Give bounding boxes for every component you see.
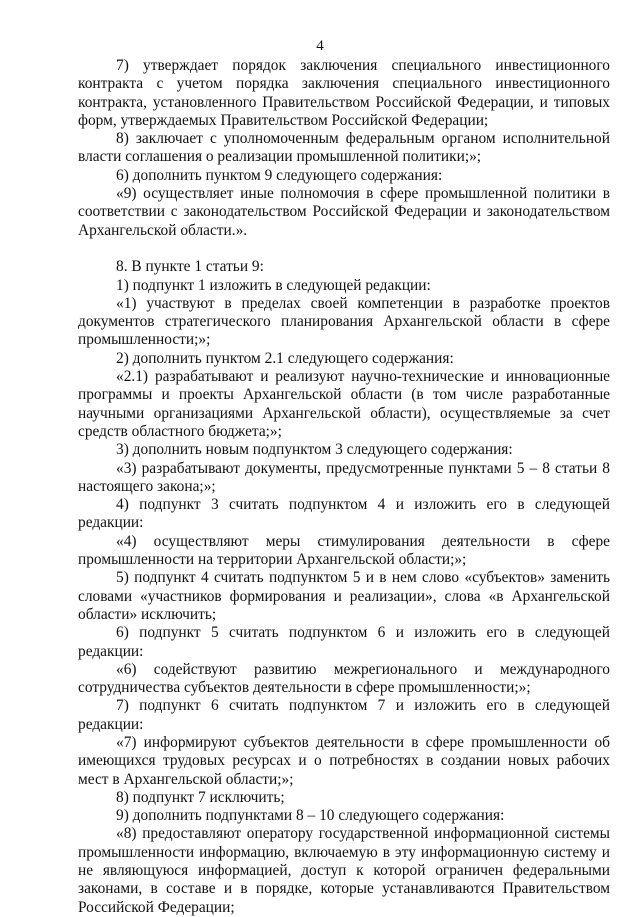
- paragraph: «7) информируют субъектов деятельности в сфере промышленности об имеющихся трудовых ресурсах и о потребностях в создании новых рабочих мест в Архангельской области;»;: [78, 733, 610, 788]
- paragraph: 5) подпункт 4 считать подпунктом 5 и в нем слово «субъектов» заменить словами «участников формирования и реализации», слова «в Архангельской области» исключить;: [78, 569, 610, 623]
- paragraph: 2) дополнить пунктом 2.1 следующего содержания:: [116, 349, 454, 367]
- paragraph: 6) дополнить пунктом 9 следующего содержания:: [116, 166, 443, 184]
- paragraph: 6) подпункт 5 считать подпунктом 6 и изложить его в следующей редакции:: [78, 624, 610, 660]
- paragraph: 1) подпункт 1 изложить в следующей редакции:: [116, 276, 431, 294]
- paragraph: 7) подпункт 6 считать подпунктом 7 и изложить его в следующей редакции:: [78, 697, 610, 733]
- paragraph: «9) осуществляет иные полномочия в сфере промышленной политики в соответствии с законодательством Российской Федерации и законодательством Архангельской области.».: [78, 185, 610, 239]
- paragraph: 8) заключает с уполномоченным федеральным органом исполнительной власти соглашения о реализации промышленной политики;»;: [78, 130, 610, 166]
- paragraph: 8) подпункт 7 исключить;: [116, 788, 285, 806]
- section-heading: 8. В пункте 1 статьи 9:: [116, 258, 264, 276]
- document-body: [78, 57, 610, 917]
- paragraph: «6) содействуют развитию межрегионального и международного сотрудничества субъектов деятельности в сфере промышленности;»;: [78, 660, 610, 697]
- paragraph-spacer: [78, 240, 610, 258]
- paragraph: 3) дополнить новым подпунктом 3 следующего содержания:: [116, 441, 513, 459]
- paragraph: «2.1) разрабатывают и реализуют научно-технические и инновационные программы и проекты Архангельской области (в том числе разработанные научными организациями Архангельской области), осуществляемые за счет средств областного бюджета;»;: [78, 368, 610, 440]
- paragraph: 9) дополнить подпунктами 8 – 10 следующего содержания:: [116, 807, 505, 825]
- paragraph: «8) предоставляют оператору государственной информационной системы промышленности информацию, включаемую в эту информационную систему и не являющуюся информацией, доступ к которой ограничен федеральными законами, в составе и в порядке, которые устанавливаются Правительством Российской Федерации;: [78, 825, 610, 916]
- page-number: 4: [316, 38, 324, 54]
- paragraph: 4) подпункт 3 считать подпунктом 4 и изложить его в следующей редакции:: [78, 496, 610, 532]
- paragraph: «4) осуществляют меры стимулирования деятельности в сфере промышленности на территории Архангельской области;»;: [78, 532, 610, 569]
- paragraph: «1) участвуют в пределах своей компетенции в разработке проектов документов стратегического планирования Архангельской области в сфере промышленности;»;: [78, 294, 610, 349]
- paragraph: «3) разрабатывают документы, предусмотренные пунктами 5 – 8 статьи 8 настоящего закона;»;: [78, 459, 610, 495]
- paragraph: 7) утверждает порядок заключения специального инвестиционного контракта с учетом порядка заключения специального инвестиционного контракта, установленного Правительством Российской Федерации, и типовых форм, утверждаемых Правительством Российской Федерации;: [78, 57, 610, 129]
